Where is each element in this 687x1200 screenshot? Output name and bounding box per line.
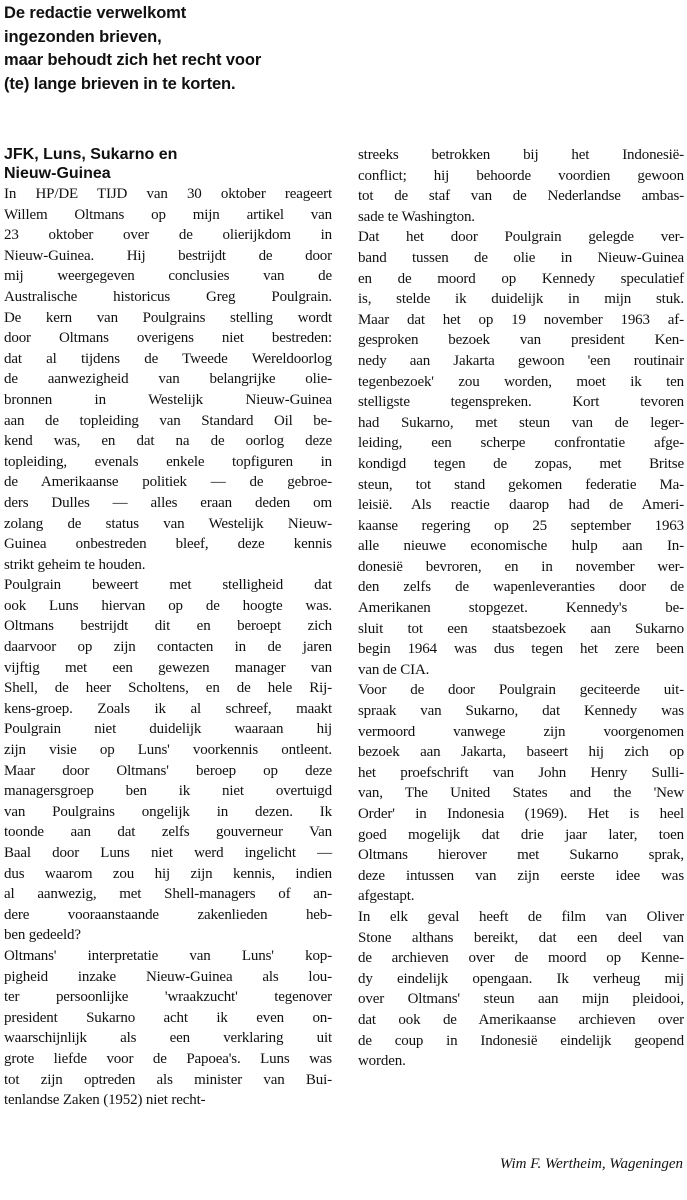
text-line: tot zijn optreden als minister van Bui- (4, 1071, 332, 1088)
text-line: en de moord op Kennedy speculatief (358, 270, 684, 287)
text-line: gesproken bezoek van president Ken- (358, 332, 684, 349)
text-line: het proefschrift van John Henry Sulli- (358, 764, 684, 781)
text-line: Oltmans hierover met Sukarno sprak, (358, 847, 684, 864)
text-line: mij weergegeven conclusies van de (4, 268, 332, 285)
text-line: dere vooraanstaande zakenlieden heb- (4, 906, 332, 923)
letter-signature: Wim F. Wertheim, Wageningen (499, 1156, 683, 1172)
text-line: vijftig met een gewezen manager van (4, 659, 332, 676)
text-line: Baal door Luns niet werd ingelicht — (4, 845, 332, 861)
text-line: president Sukarno acht ik even on- (4, 1009, 332, 1026)
text-line: band tussen de olie in Nieuw-Guinea (358, 249, 684, 266)
text-line: dat ook de Amerikaanse archieven over (358, 1011, 684, 1028)
text-line: stelligste tegenspreken. Kort tevoren (358, 394, 684, 411)
text-line: dus waarom zou hij zijn kennis, indien (4, 865, 332, 882)
text-line: grote liefde voor de Papoea's. Luns was (4, 1050, 332, 1067)
text-line: de aanwezigheid van belangrijke olie- (4, 371, 332, 388)
text-line: 23 oktober over de olierijkdom in (4, 227, 332, 244)
text-line: de coup in Indonesië eindelijk geopend (358, 1032, 684, 1049)
text-line: De kern van Poulgrains stelling wordt (4, 309, 332, 326)
text-line: leiding, een scherpe confrontatie afge- (358, 435, 684, 452)
text-line: afgestapt. (358, 888, 415, 905)
letter-title (4, 145, 334, 183)
editorial-notice-line: De redactie verwelkomt (4, 4, 187, 22)
text-line: dat al tijdens de Tweede Wereldoorlog (4, 350, 332, 367)
text-line: pigheid inzake Nieuw-Guinea als lou- (4, 968, 332, 985)
text-line: toonde aan dat zelfs gouverneur Van (4, 824, 332, 841)
text-line: sade te Washington. (358, 208, 475, 225)
text-line: ders Dulles — alles eraan deden om (4, 494, 332, 511)
text-line: Amerikanen stopgezet. Kennedy's be- (358, 600, 684, 617)
text-line: ter persoonlijke 'wraakzucht' tegenover (4, 989, 332, 1006)
letter-title-line: Nieuw-Guinea (4, 165, 111, 182)
text-line: Australische historicus Greg Poulgrain. (4, 288, 332, 305)
text-line: al aanwezig, met Shell-managers of an- (4, 886, 332, 903)
text-line: deze intussen van zijn eerste idee was (358, 867, 684, 884)
text-line: Dat het door Poulgrain gelegde ver- (358, 229, 684, 246)
text-line: managersgroep ben ik niet overtuigd (4, 783, 332, 800)
editorial-notice-line: maar behoudt zich het recht voor (4, 51, 262, 69)
text-line: is, stelde ik duidelijk in mijn stuk. (358, 291, 684, 308)
text-line: de Amerikaanse politiek — de gebroe- (4, 474, 332, 491)
text-line: sluit tot een staatsbezoek aan Sukarno (358, 620, 684, 637)
text-line: In HP/DE TIJD van 30 oktober reageert (4, 186, 332, 202)
text-line: van Poulgrains ongelijk in dezen. Ik (4, 803, 332, 820)
text-line: streeks betrokken bij het Indonesië- (358, 147, 684, 163)
text-line: spraak van Sukarno, dat Kennedy was (358, 703, 684, 720)
text-line: Order' in Indonesia (1969). Het is heel (358, 806, 684, 822)
text-line: vermoord vanwege zijn voorgenomen (358, 723, 684, 740)
text-line: Stone althans bereikt, dat een deel van (358, 929, 684, 946)
text-line: tot de staf van de Nederlandse ambas- (358, 188, 684, 205)
text-line: bezoek aan Jakarta, baseert hij zich op (358, 744, 684, 761)
letter-column-right (358, 145, 684, 1072)
text-line: alle nieuwe economische hulp aan In- (358, 538, 684, 555)
text-line: ook Luns hiervan op de hoogte was. (4, 597, 332, 614)
text-line: bronnen in Westelijk Nieuw-Guinea (4, 391, 332, 408)
text-line: kend was, en dat na de oorlog deze (4, 433, 332, 450)
text-line: Shell, de heer Scholtens, en de hele Rij- (4, 680, 332, 697)
text-line: leisië. Als reactie daarop had de Ameri- (358, 497, 684, 514)
editorial-notice-line: (te) lange brieven in te korten. (4, 74, 236, 93)
text-line: topleiding, evenals enkele topfiguren in (4, 453, 332, 470)
text-line: conflict; hij behoorde voordien gewoon (358, 167, 684, 184)
text-line: steun, tot stand gekomen federatie Ma- (358, 476, 684, 493)
text-line: tenlandse Zaken (1952) niet recht- (4, 1092, 206, 1109)
text-line: Oltmans' interpretatie van Luns' kop- (4, 947, 332, 964)
text-line: had Sukarno, met steun van de leger- (358, 414, 684, 431)
text-line: nedy aan Jakarta gewoon 'een routinair (358, 352, 684, 369)
text-line: zijn visie op Luns' voorkennis ontleent. (4, 742, 332, 759)
text-line: daarvoor op zijn contacten in de jaren (4, 639, 332, 656)
text-line: worden. (358, 1053, 406, 1070)
text-line: zolang de status van Westelijk Nieuw- (4, 515, 332, 532)
text-line: van, The United States and the 'New (358, 785, 684, 802)
text-line: van de CIA. (358, 661, 430, 678)
text-line: dy eindelijk opengaan. Ik verheug mij (358, 970, 684, 987)
text-line: kaanse regering op 25 september 1963 (358, 517, 684, 534)
text-line: over Oltmans' steun aan mijn pleidooi, (358, 991, 684, 1008)
editorial-notice (4, 2, 334, 96)
text-line: strikt geheim te houden. (4, 556, 146, 573)
text-line: Maar door Oltmans' beroep op deze (4, 762, 332, 779)
text-line: waarschijnlijk als een verklaring uit (4, 1030, 332, 1047)
text-line: kens-groep. Zoals ik al schreef, maakt (4, 700, 332, 717)
text-line: Voor de door Poulgrain geciteerde uit- (358, 682, 684, 699)
text-line: donesië bevroren, en in november wer- (358, 558, 684, 575)
text-line: Willem Oltmans op mijn artikel van (4, 206, 332, 223)
editorial-notice-line: ingezonden brieven, (4, 27, 162, 46)
letter-column-left (4, 184, 332, 1111)
text-line: den zelfs de wapenleveranties door de (358, 579, 684, 596)
text-line: door Oltmans overigens niet bestreden: (4, 330, 332, 347)
text-line: goed mogelijk dat drie jaar later, toen (358, 826, 684, 843)
text-line: aan de topleiding van Standard Oil be- (4, 412, 332, 429)
text-line: begin 1964 was dus tegen het zere been (358, 641, 684, 658)
text-line: de archieven over de moord op Kenne- (358, 950, 684, 967)
text-line: Poulgrain niet duidelijk waaraan hij (4, 721, 332, 738)
letter-title-line: JFK, Luns, Sukarno en (4, 146, 178, 163)
text-line: tegenbezoek' zou worden, moet ik ten (358, 373, 684, 390)
text-line: Oltmans bestrijdt dit en beroept zich (4, 618, 332, 635)
text-line: Poulgrain beweert met stelligheid dat (4, 577, 332, 594)
text-line: In elk geval heeft de film van Oliver (358, 908, 684, 925)
text-line: kondigd tegen de zopas, met Britse (358, 455, 684, 472)
text-line: Guinea onbestreden bleef, deze kennis (4, 536, 332, 553)
text-line: ben gedeeld? (4, 927, 81, 944)
text-line: Maar dat het op 19 november 1963 af- (358, 311, 684, 328)
text-line: Nieuw-Guinea. Hij bestrijdt de door (4, 247, 332, 264)
